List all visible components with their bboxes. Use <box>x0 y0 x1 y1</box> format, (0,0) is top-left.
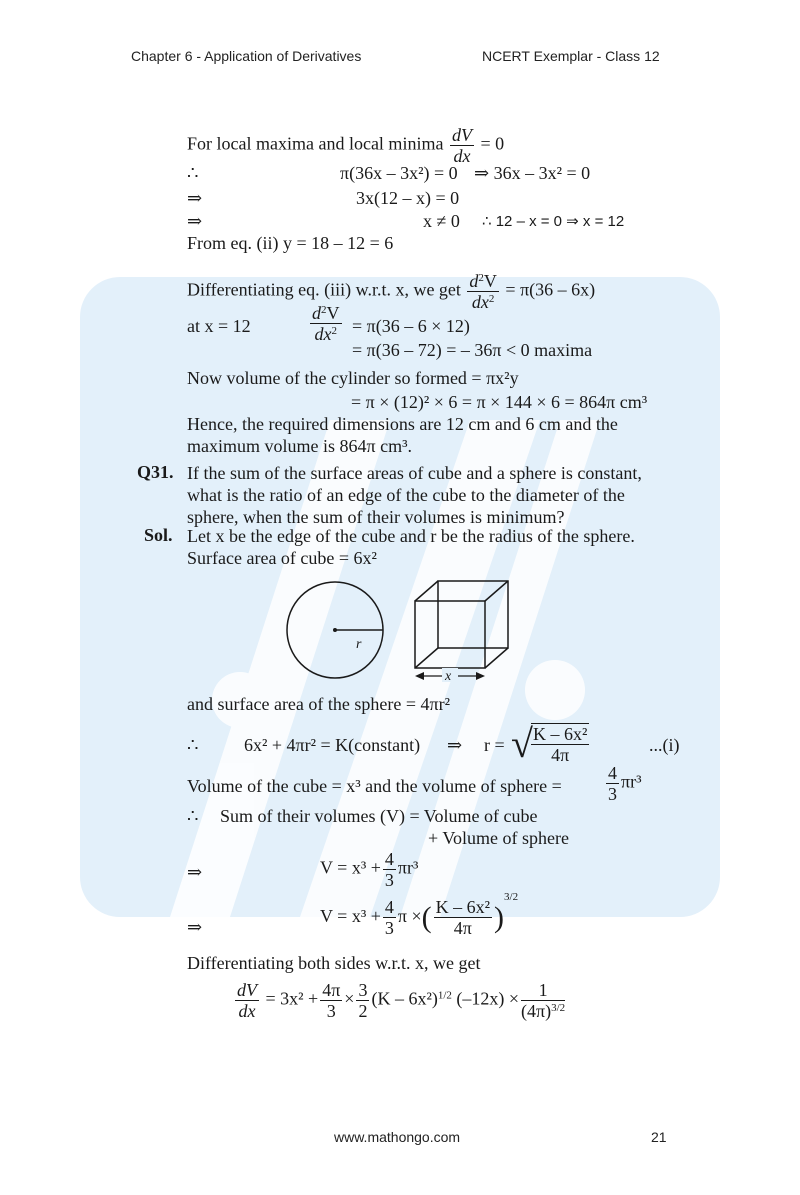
denominator: 3 <box>384 870 394 890</box>
edge-label: x <box>445 669 452 683</box>
therefore-symbol: ∴ <box>187 735 199 755</box>
book-title: NCERT Exemplar - Class 12 <box>482 48 660 64</box>
equation: π(36x – 3x²) = 0 <box>340 163 458 183</box>
solution-line: Let x be the edge of the cube and r be the radius of the sphere. <box>187 526 635 546</box>
at-x-12: at x = 12 <box>187 316 251 336</box>
equation-ref: ...(i) <box>649 735 680 755</box>
exponent: 1/2 <box>437 989 452 1002</box>
question-line: what is the ratio of an edge of the cube to the diameter of the <box>187 485 625 505</box>
radius-label: r <box>356 637 362 652</box>
watermark-dot <box>525 660 585 720</box>
solution-label: Sol. <box>144 525 173 545</box>
derivative-equation <box>233 980 567 1021</box>
arrow-left <box>415 672 424 680</box>
numerator: K – 6x² <box>435 897 491 918</box>
equation: = π(36 – 72) = – 36π < 0 maxima <box>352 340 593 360</box>
fraction-dv-dx <box>450 125 474 166</box>
therefore-symbol: ∴ <box>187 806 199 826</box>
line-local-extrema <box>187 125 504 166</box>
denominator: 3 <box>608 784 617 804</box>
website-link[interactable]: www.mathongo.com <box>334 1129 461 1145</box>
equation-implies: ⇒ 36x – 3x² = 0 <box>474 163 591 183</box>
numerator: dV <box>237 980 257 1000</box>
question-label: Q31. <box>137 462 174 482</box>
line-from-eq-ii: From eq. (ii) y = 18 – 12 = 6 <box>187 233 394 253</box>
pi-times: π × <box>397 906 422 926</box>
lhs: V = x³ + <box>320 857 381 878</box>
denominator: 4π <box>453 918 472 939</box>
numerator: K – 6x² <box>532 724 588 744</box>
times: × <box>344 988 355 1009</box>
numerator: 4π <box>322 980 341 1000</box>
term-b: (K – 6x²) <box>371 988 438 1009</box>
chapter-title: Chapter 6 - Application of Derivatives <box>131 48 362 64</box>
rhs: = 0 <box>480 133 505 154</box>
exponent: 3/2 <box>551 1002 566 1014</box>
denominator: 3 <box>326 1001 336 1021</box>
question-line: sphere, when the sum of their volumes is minimum? <box>187 507 565 527</box>
equation: x ≠ 0 <box>423 211 460 231</box>
solution-line: and surface area of the sphere = 4πr² <box>187 694 451 714</box>
therefore-symbol: ∴ <box>187 163 199 183</box>
sum-volumes: Sum of their volumes (V) = Volume of cube <box>220 806 538 826</box>
term-c: (–12x) × <box>456 988 520 1009</box>
line-volume-calc: = π × (12)² × 6 = π × 144 × 6 = 864π cm³ <box>351 392 648 412</box>
denominator: 4π <box>551 745 570 765</box>
numerator: 1 <box>521 980 565 1001</box>
numerator: 4 <box>608 763 617 783</box>
equation: = π(36 – 6 × 12) <box>352 316 470 336</box>
differentiating-line: Differentiating both sides w.r.t. x, we get <box>187 953 481 973</box>
line-volume-cylinder: Now volume of the cylinder so formed = πx²y <box>187 368 519 388</box>
fraction-d2v-dx2: $\frac{d^2V}{dx^2}$ <box>469 271 497 312</box>
numerator: 4 <box>384 849 394 869</box>
numerator: dV <box>451 125 472 145</box>
pi-r-cubed: πr³ <box>397 857 419 878</box>
denominator: dx <box>453 146 471 166</box>
implies-symbol: ⇒ <box>187 188 203 208</box>
question-line: If the sum of the surface areas of cube and a sphere is constant, <box>187 463 642 483</box>
sphere-diagram <box>280 578 390 683</box>
text: For local maxima and local minima <box>187 133 444 154</box>
implies-symbol: ⇒ <box>447 735 463 755</box>
denominator: 2 <box>358 1001 368 1021</box>
sum-volumes-cont: + Volume of sphere <box>428 828 569 848</box>
term-a: = 3x² + <box>265 988 319 1009</box>
sqrt-expression <box>511 718 591 770</box>
volume-definitions: Volume of the cube = x³ and the volume of sphere = <box>187 776 562 796</box>
line-differentiating-iii <box>187 271 595 312</box>
pi-r-cubed: πr³ <box>621 771 642 792</box>
volume-equation <box>320 849 418 890</box>
line-conclusion-2: maximum volume is 864π cm³. <box>187 436 412 456</box>
volume-substituted: V = x³ + $\frac{4}{3}$ π ×( $\frac{\text{K – 6x²}}{4\pi}$ )$^{3/2}$ <box>320 891 519 939</box>
numerator: 4 <box>384 897 394 918</box>
exponent: 3/2 <box>504 891 519 903</box>
implies-symbol: ⇒ <box>187 917 203 937</box>
text: Differentiating eq. (iii) w.r.t. x, we get <box>187 279 461 300</box>
sqrt-fraction <box>531 723 589 765</box>
r-equals: r = <box>484 735 505 755</box>
fraction-4-3 <box>604 763 641 804</box>
page-number: 21 <box>651 1129 667 1145</box>
line-conclusion-1: Hence, the required dimensions are 12 cm and 6 cm and the <box>187 414 618 434</box>
sqrt-icon: √ <box>511 721 533 766</box>
implies-symbol: ⇒ <box>187 211 203 231</box>
solution-line: Surface area of cube = 6x² <box>187 548 377 568</box>
arrow-right <box>476 672 485 680</box>
fraction-d2v-dx2: $\frac{d^2V}{dx^2}$ <box>312 303 340 344</box>
equation-result: ∴ 12 – x = 0 ⇒ x = 12 <box>482 213 625 230</box>
equation: 3x(12 – x) = 0 <box>356 188 460 208</box>
implies-symbol: ⇒ <box>187 862 203 882</box>
numerator: 3 <box>358 980 368 1000</box>
cube-diagram <box>410 578 520 683</box>
denominator: 3 <box>384 918 394 939</box>
denominator: (4π) <box>521 1001 552 1021</box>
denominator: dx <box>238 1001 256 1021</box>
lhs: V = x³ + <box>320 906 381 926</box>
rhs: = π(36 – 6x) <box>505 279 596 300</box>
constraint-equation: 6x² + 4πr² = K(constant) <box>244 735 421 755</box>
